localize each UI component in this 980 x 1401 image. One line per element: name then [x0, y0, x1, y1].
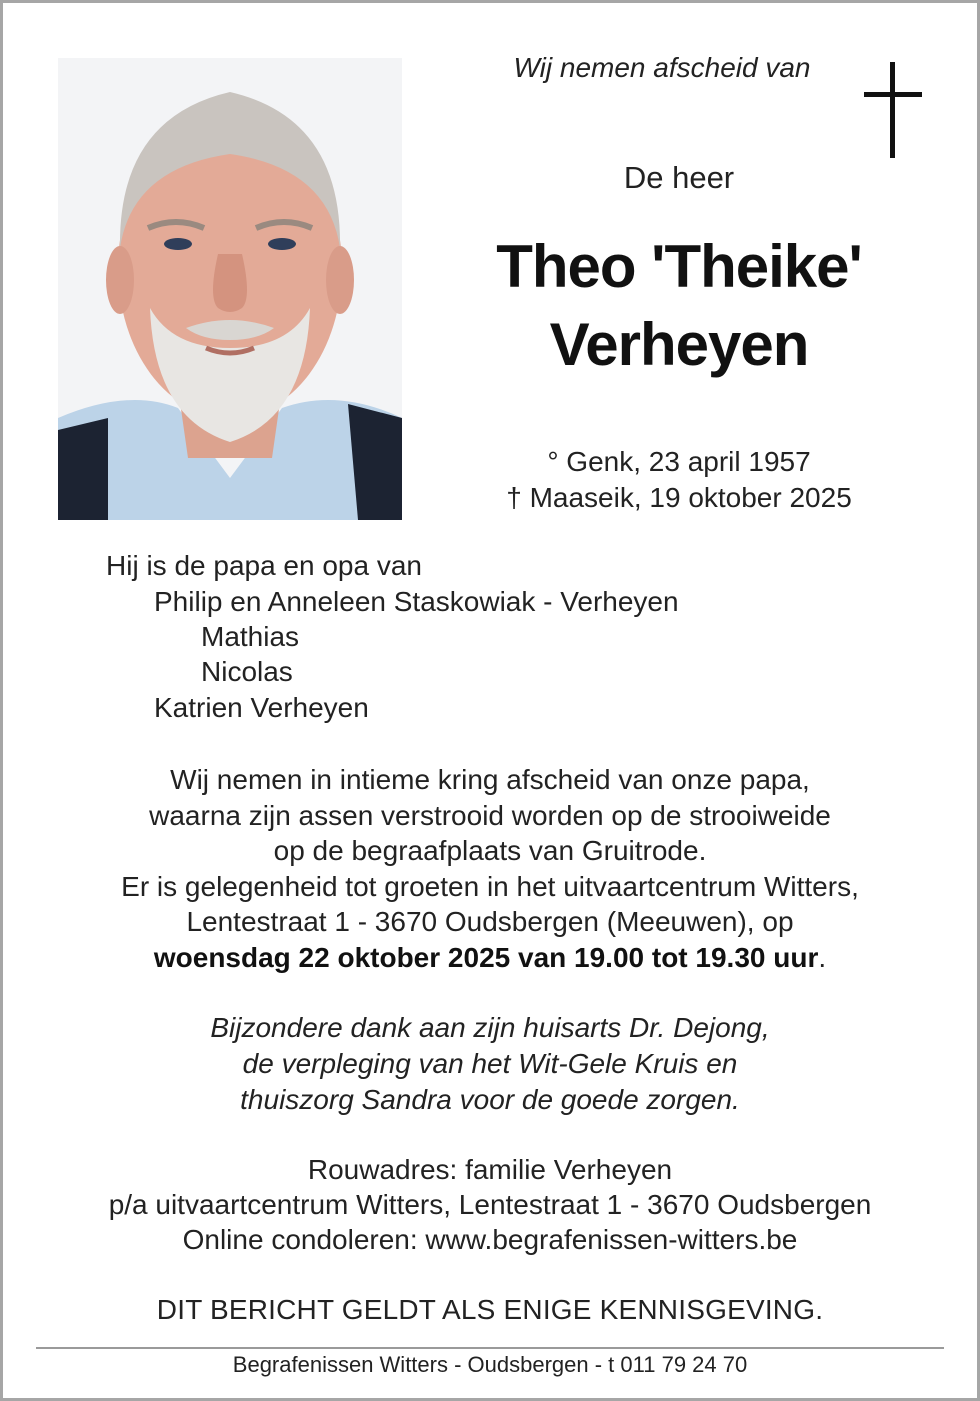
farewell-line: waarna zijn assen verstrooid worden op de strooiweide: [149, 799, 831, 831]
family-member: Nicolas: [201, 656, 293, 687]
footer-divider: [36, 1347, 944, 1349]
deceased-name: [440, 228, 918, 384]
family-member: Philip en Anneleen Staskowiak - Verheyen: [154, 586, 679, 617]
farewell-line: Lentestraat 1 - 3670 Oudsbergen (Meeuwen), op: [186, 906, 794, 937]
visitation-date-end: .: [818, 941, 827, 973]
portrait-photo: [58, 58, 402, 520]
notice-text: DIT BERICHT GELDT ALS ENIGE KENNISGEVING.: [156, 1294, 824, 1325]
address-line: Rouwadres: familie Verheyen: [307, 1154, 673, 1185]
farewell-paragraph: [0, 762, 980, 975]
name-line-2: Verheyen: [549, 311, 809, 378]
thanks-paragraph: [0, 1010, 980, 1118]
salutation: De heer: [623, 160, 735, 195]
life-dates: [440, 444, 918, 516]
farewell-line: op de begraafplaats van Gruitrode.: [273, 835, 707, 866]
thanks-line: thuiszorg Sandra voor de goede zorgen.: [240, 1084, 740, 1115]
family-member: Mathias: [201, 621, 300, 652]
address-block: [0, 1152, 980, 1257]
intro-text: Wij nemen afscheid van: [513, 52, 811, 83]
footer-text: Begrafenissen Witters - Oudsbergen - t 011 79 24 70: [232, 1352, 748, 1377]
farewell-line: Wij nemen in intieme kring afscheid van onze papa,: [170, 764, 810, 795]
visitation-date-line: [0, 940, 980, 976]
thanks-line: Bijzondere dank aan zijn huisarts Dr. Dejong,: [210, 1012, 770, 1043]
name-line-1: Theo 'Theike': [496, 233, 862, 300]
birth-date: ° Genk, 23 april 1957: [547, 446, 811, 477]
family-member: Katrien Verheyen: [154, 692, 369, 723]
family-heading: Hij is de papa en opa van: [106, 550, 422, 581]
farewell-line: Er is gelegenheid tot groeten in het uitvaartcentrum Witters,: [121, 870, 859, 902]
condolence-link[interactable]: Online condoleren: www.begrafenissen-witters.be: [182, 1224, 798, 1255]
address-line: p/a uitvaartcentrum Witters, Lentestraat 1 - 3670 Oudsbergen: [108, 1189, 872, 1220]
thanks-line: de verpleging van het Wit-Gele Kruis en: [242, 1048, 738, 1079]
death-date: † Maaseik, 19 oktober 2025: [506, 482, 852, 513]
visitation-date: woensdag 22 oktober 2025 van 19.00 tot 19.30 uur: [153, 941, 819, 973]
